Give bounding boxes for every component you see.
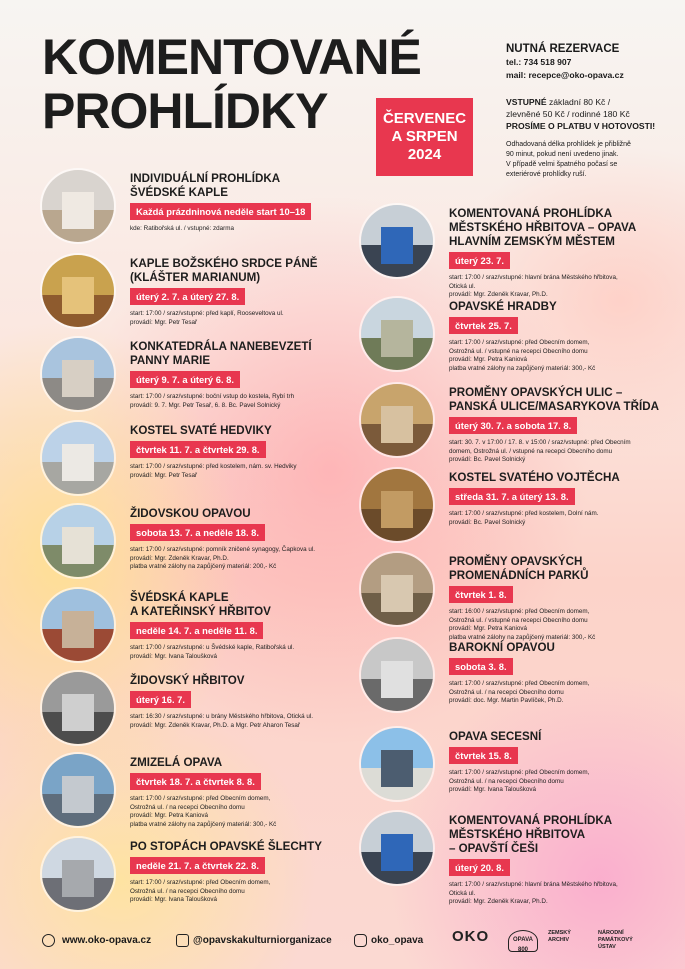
event-date-badge: čtvrtek 25. 7.	[449, 317, 518, 334]
page-title	[42, 30, 421, 138]
event-title: INDIVIDUÁLNÍ PROHLÍDKA	[130, 172, 281, 185]
event-photo	[359, 551, 435, 627]
event-info-line: provádí: Mgr. Ivana Taloušková	[449, 786, 537, 794]
event-photo	[40, 670, 116, 746]
event-photo	[359, 382, 435, 458]
event-info-line: provádí: Mgr. Ivana Taloušková	[130, 896, 218, 904]
event-title: ŽIDOVSKÝ HŘBITOV	[130, 674, 245, 687]
event-date-badge: neděle 14. 7. a neděle 11. 8.	[130, 622, 263, 639]
title-line-1: KOMENTOVANÉ	[42, 29, 421, 85]
event-title: KOMENTOVANÁ PROHLÍDKA	[449, 207, 613, 220]
event-info-line: start: 17:00 / sraz/vstupné: hlavní brána Městského hřbitova,	[449, 881, 618, 888]
event-photo	[359, 296, 435, 372]
season-line-1: ČERVENEC	[382, 110, 467, 127]
event-date-badge: středa 31. 7. a úterý 13. 8.	[449, 488, 575, 505]
instagram-icon	[354, 934, 367, 947]
event-date-badge: úterý 2. 7. a úterý 27. 8.	[130, 288, 245, 305]
event-title: MĚSTSKÉHO HŘBITOVA	[449, 828, 586, 841]
season-line-3: 2024	[407, 146, 442, 163]
event-date-badge: Každá prázdninová neděle start 10–18	[130, 203, 311, 220]
event-date-badge: čtvrtek 18. 7. a čtvrtek 8. 8.	[130, 773, 261, 790]
contact-tel: tel.: 734 518 907	[506, 57, 572, 67]
event-title: BAROKNÍ OPAVOU	[449, 641, 555, 654]
event-title: PANNY MARIE	[130, 354, 211, 367]
event-title: ŽIDOVSKOU OPAVOU	[130, 507, 251, 520]
season-badge	[376, 98, 473, 176]
event-photo	[359, 637, 435, 713]
event-photo	[40, 503, 116, 579]
price-cash-note: PROSÍME O PLATBU V HOTOVOSTI!	[506, 121, 656, 131]
event-info-line: start: 16:00 / sraz/vstupné: před Obecním domem,	[449, 608, 590, 615]
price-label: VSTUPNÉ	[506, 97, 547, 107]
event-info-line: start: 17:00 / sraz/vstupné: před Obecním domem,	[130, 795, 271, 802]
event-info-line: domem, Ostrožná ul. / vstupné na recepci Obecního domu	[449, 447, 613, 455]
event-photo	[40, 836, 116, 912]
event-date-badge: úterý 30. 7. a sobota 17. 8.	[449, 417, 577, 434]
note-line: 90 minut, pokud není uvedeno jinak.	[506, 151, 619, 158]
opava-800-logo: OPAVA 800	[508, 930, 538, 952]
event-info-line: Ostrožná ul. / vstupné na recepci Obecního domu	[449, 616, 588, 624]
event-title: OPAVSKÉ HRADBY	[449, 300, 557, 313]
footer-web-link[interactable]: www.oko-opava.cz	[62, 935, 152, 946]
price-block	[506, 96, 682, 132]
event-photo	[359, 810, 435, 886]
event-title: ZMIZELÁ OPAVA	[130, 756, 223, 769]
event-info-line: platba vratné zálohy na zapůjčený materiál: 300,- Kč	[449, 633, 596, 641]
event-info-line: start: 17:00 / sraz/vstupné: před Obecním domem,	[449, 680, 590, 687]
note-line: V případě velmi špatného počasí se	[506, 161, 618, 168]
event-info-line: start: 16:30 / sraz/vstupné: u brány Městského hřbitova, Otická ul.	[130, 713, 314, 720]
npu-logo: NÁRODNÍ PAMÁTKOVÝ ÚSTAV	[598, 930, 633, 950]
event-title: PANSKÁ ULICE/MASARYKOVA TŘÍDA	[449, 400, 659, 413]
event-info-line: provádí: Mgr. Ivana Taloušková	[130, 652, 218, 660]
event-info-line: start: 17:00 / sraz/vstupné: pomník zničené synagogy, Čapkova ul.	[130, 546, 316, 553]
note-line: exteriérové prohlídky ruší.	[506, 171, 587, 178]
event-info-line: provádí: Mgr. Zdeněk Kravar, Ph.D.	[130, 554, 229, 562]
event-info-line: platba vratné zálohy na zapůjčený materiál: 200,- Kč	[130, 563, 277, 571]
event-info-line: start: 17:00 / sraz/vstupné: před kaplí, Rooseveltova ul.	[130, 310, 284, 317]
event-photo	[40, 336, 116, 412]
event-photo	[359, 726, 435, 802]
footer	[0, 926, 685, 956]
event-info-line: start: 17:00 / sraz/vstupné: před kostelem, Dolní nám.	[449, 510, 599, 517]
price-basic: základní 80 Kč /	[546, 97, 611, 107]
event-info-line: provádí: Mgr. Petr Tesař	[130, 318, 198, 326]
event-title: PROMĚNY OPAVSKÝCH ULIC –	[449, 386, 623, 399]
event-photo	[40, 587, 116, 663]
event-title: KONKATEDRÁLA NANEBEVZETÍ	[130, 340, 312, 353]
event-title: ŠVÉDSKÉ KAPLE	[130, 186, 228, 199]
event-info-line: provádí: Bc. Pavel Solnický	[449, 456, 526, 464]
event-info-line: provádí: Mgr. Petra Kaniová	[449, 625, 528, 633]
zemsky-archiv-logo: ZEMSKÝ ARCHIV	[548, 930, 571, 943]
event-date-badge: neděle 21. 7. a čtvrtek 22. 8.	[130, 857, 265, 874]
price-reduced: zlevněné 50 Kč / rodinné 180 Kč	[506, 109, 630, 119]
contact-heading: NUTNÁ REZERVACE	[506, 43, 620, 55]
event-info-line: Otická ul.	[449, 889, 476, 897]
event-date-badge: čtvrtek 11. 7. a čtvrtek 29. 8.	[130, 441, 266, 458]
event-info-line: start: 30. 7. v 17:00 / 17. 8. v 15:00 / sraz/vstupné: před Obecním	[449, 439, 631, 446]
footer-facebook-link[interactable]: @opavskakulturniorganizace	[193, 935, 332, 946]
contact-mail: mail: recepce@oko-opava.cz	[506, 70, 624, 80]
event-photo	[359, 203, 435, 279]
event-info-line: start: 17:00 / sraz/vstupné: před Obecním domem,	[449, 769, 590, 776]
footer-instagram-link[interactable]: oko_opava	[371, 935, 424, 946]
globe-icon	[42, 934, 55, 947]
facebook-icon	[176, 934, 189, 947]
event-info-line: provádí: Bc. Pavel Solnický	[449, 518, 526, 526]
oko-logo: OKO	[452, 928, 490, 945]
event-info-line: Otická ul.	[449, 282, 476, 290]
event-info-line: Ostrožná ul. / na recepci Obecního domu	[449, 688, 564, 696]
event-title: KOMENTOVANÁ PROHLÍDKA	[449, 814, 613, 827]
event-title: (KLÁŠTER MARIANUM)	[130, 271, 261, 284]
event-date-badge: čtvrtek 15. 8.	[449, 747, 518, 764]
event-info-line: start: 17:00 / sraz/vstupné: u Švédské kaple, Ratibořská ul.	[130, 644, 295, 651]
event-info-line: start: 17:00 / sraz/vstupné: před kostelem, nám. sv. Hedviky	[130, 463, 297, 470]
title-line-2: PROHLÍDKY	[42, 83, 328, 139]
event-info-line: Ostrožná ul. / na recepci Obecního domu	[130, 887, 245, 895]
event-title: PROMĚNY OPAVSKÝCH	[449, 555, 583, 568]
event-info-line: Ostrožná ul. / vstupné na recepci Obecního domu	[449, 347, 588, 355]
event-date-badge: sobota 3. 8.	[449, 658, 513, 675]
event-photo	[359, 467, 435, 543]
contact-block	[506, 42, 676, 82]
event-title: MĚSTSKÉHO HŘBITOVA – OPAVA	[449, 221, 637, 234]
event-title: ŠVÉDSKÁ KAPLE	[130, 591, 229, 604]
event-title: KOSTEL SVATÉ HEDVIKY	[130, 424, 272, 437]
event-title: HLAVNÍM ZEMSKÝM MĚSTEM	[449, 235, 615, 248]
event-photo	[40, 168, 116, 244]
event-title: PO STOPÁCH OPAVSKÉ ŠLECHTY	[130, 840, 322, 853]
event-date-badge: úterý 9. 7. a úterý 6. 8.	[130, 371, 240, 388]
season-line-2: A SRPEN	[391, 128, 458, 145]
event-title: OPAVA SECESNÍ	[449, 730, 542, 743]
note-line: Odhadovaná délka prohlídek je přibližně	[506, 141, 631, 148]
duration-note	[506, 140, 676, 180]
event-info-line: provádí: Mgr. Zdeněk Kravar, Ph.D.	[449, 291, 548, 299]
event-photo	[40, 420, 116, 496]
event-title: – OPAVŠTÍ ČEŠI	[449, 842, 539, 855]
event-info-line: provádí: Mgr. Zdeněk Kravar, Ph.D. a Mgr. Petr Aharon Tesař	[130, 721, 300, 729]
event-info-line: provádí: doc. Mgr. Martin Pavlíček, Ph.D.	[449, 697, 564, 705]
event-photo	[40, 253, 116, 329]
event-title: KOSTEL SVATÉHO VOJTĚCHA	[449, 471, 620, 484]
event-info-line: provádí: Mgr. Petr Tesař	[130, 471, 198, 479]
event-info-line: platba vratné zálohy na zapůjčený materiál: 300,- Kč	[130, 820, 277, 828]
event-title: KAPLE BOŽSKÉHO SRDCE PÁNĚ	[130, 257, 318, 270]
event-date-badge: sobota 13. 7. a neděle 18. 8.	[130, 524, 265, 541]
event-info-line: start: 17:00 / sraz/vstupné: hlavní brána Městského hřbitova,	[449, 274, 618, 281]
event-title: PROMENÁDNÍCH PARKŮ	[449, 569, 589, 582]
event-date-badge: čtvrtek 1. 8.	[449, 586, 513, 603]
event-info-line: platba vratné zálohy na zapůjčený materiál: 300,- Kč	[449, 364, 596, 372]
event-info-line: Ostrožná ul. / na recepci Obecního domu	[130, 803, 245, 811]
event-info-line: start: 17:00 / sraz/vstupné: boční vstup do kostela, Rybí trh	[130, 393, 295, 400]
event-info-line: provádí: Mgr. Zdeněk Kravar, Ph.D.	[449, 898, 548, 906]
event-photo	[40, 752, 116, 828]
event-info-line: provádí: 9. 7. Mgr. Petr Tesař, 6. 8. Bc. Pavel Solnický	[130, 401, 281, 409]
event-title: A KATEŘINSKÝ HŘBITOV	[130, 605, 271, 618]
event-info-line: provádí: Mgr. Petra Kaniová	[449, 356, 528, 364]
event-info-line: provádí: Mgr. Petra Kaniová	[130, 812, 209, 820]
event-info-line: kde: Ratibořská ul. / vstupné: zdarma	[130, 225, 234, 232]
event-info-line: start: 17:00 / sraz/vstupné: před Obecním domem,	[130, 879, 271, 886]
event-date-badge: úterý 23. 7.	[449, 252, 510, 269]
event-date-badge: úterý 16. 7.	[130, 691, 191, 708]
event-info-line: Ostrožná ul. / na recepci Obecního domu	[449, 777, 564, 785]
event-info-line: start: 17:00 / sraz/vstupné: před Obecním domem,	[449, 339, 590, 346]
event-date-badge: úterý 20. 8.	[449, 859, 510, 876]
